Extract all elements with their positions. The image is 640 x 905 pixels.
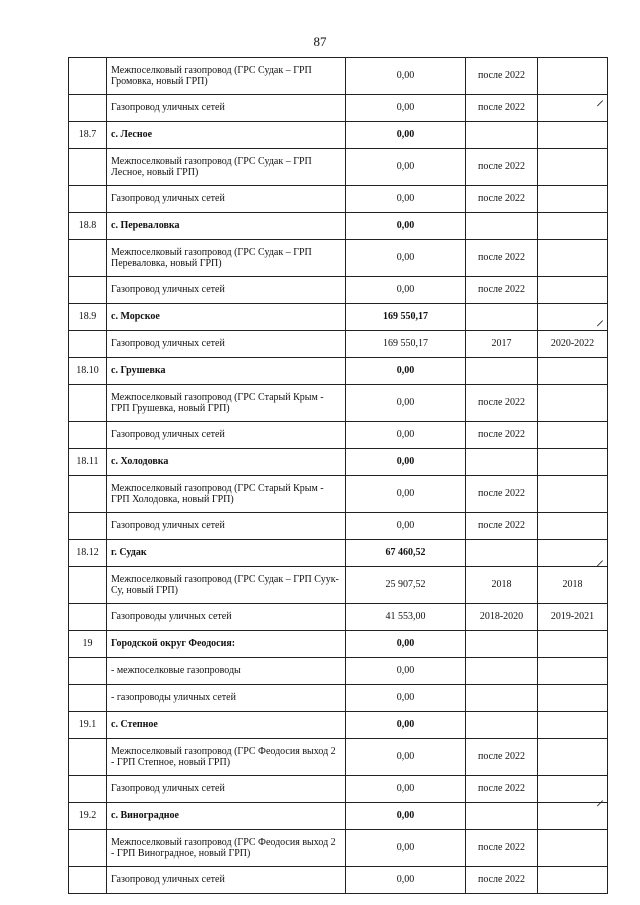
row-year-start: после 2022 bbox=[466, 277, 538, 304]
row-name: Газопровод уличных сетей bbox=[107, 422, 346, 449]
row-number bbox=[69, 567, 107, 604]
row-number bbox=[69, 867, 107, 894]
row-name: Межпоселковый газопровод (ГРС Феодосия выход 2 - ГРП Степное, новый ГРП) bbox=[107, 739, 346, 776]
row-value: 0,00 bbox=[346, 712, 466, 739]
row-year-start: после 2022 bbox=[466, 513, 538, 540]
row-value: 169 550,17 bbox=[346, 331, 466, 358]
table-row bbox=[69, 122, 608, 149]
row-value: 0,00 bbox=[346, 149, 466, 186]
row-name: Межпоселковый газопровод (ГРС Феодосия выход 2 - ГРП Виноградное, новый ГРП) bbox=[107, 830, 346, 867]
table-row bbox=[69, 776, 608, 803]
row-year-end bbox=[538, 513, 608, 540]
row-year-start: 2017 bbox=[466, 331, 538, 358]
row-value: 0,00 bbox=[346, 867, 466, 894]
table-row bbox=[69, 739, 608, 776]
row-year-end bbox=[538, 685, 608, 712]
table-row bbox=[69, 149, 608, 186]
table-row bbox=[69, 830, 608, 867]
row-year-end: 2020-2022 bbox=[538, 331, 608, 358]
row-year-start: после 2022 bbox=[466, 830, 538, 867]
row-year-start bbox=[466, 803, 538, 830]
row-number: 18.10 bbox=[69, 358, 107, 385]
row-name: Газопровод уличных сетей bbox=[107, 776, 346, 803]
row-number bbox=[69, 513, 107, 540]
row-number bbox=[69, 830, 107, 867]
row-value: 0,00 bbox=[346, 186, 466, 213]
row-number bbox=[69, 685, 107, 712]
row-year-start: после 2022 bbox=[466, 867, 538, 894]
row-year-end: 2019-2021 bbox=[538, 604, 608, 631]
pen-mark: ⸝ bbox=[596, 790, 605, 809]
row-value: 0,00 bbox=[346, 739, 466, 776]
row-value: 0,00 bbox=[346, 95, 466, 122]
table-row bbox=[69, 685, 608, 712]
row-value: 25 907,52 bbox=[346, 567, 466, 604]
row-number bbox=[69, 422, 107, 449]
row-year-start bbox=[466, 213, 538, 240]
row-value: 0,00 bbox=[346, 213, 466, 240]
row-name: с. Виноградное bbox=[107, 803, 346, 830]
row-value: 0,00 bbox=[346, 122, 466, 149]
table-row bbox=[69, 658, 608, 685]
row-year-start: после 2022 bbox=[466, 385, 538, 422]
row-year-end bbox=[538, 476, 608, 513]
row-year-start: после 2022 bbox=[466, 58, 538, 95]
row-value: 0,00 bbox=[346, 240, 466, 277]
table-row bbox=[69, 476, 608, 513]
row-name: - газопроводы уличных сетей bbox=[107, 685, 346, 712]
row-year-end bbox=[538, 385, 608, 422]
row-number: 18.11 bbox=[69, 449, 107, 476]
row-name: Городской округ Феодосия: bbox=[107, 631, 346, 658]
table-row bbox=[69, 358, 608, 385]
table-row bbox=[69, 422, 608, 449]
row-name: Межпоселковый газопровод (ГРС Судак – ГРП Переваловка, новый ГРП) bbox=[107, 240, 346, 277]
row-number bbox=[69, 240, 107, 277]
row-number bbox=[69, 95, 107, 122]
row-year-end bbox=[538, 358, 608, 385]
row-name: с. Грушевка bbox=[107, 358, 346, 385]
pen-mark: ⸝ bbox=[596, 90, 605, 109]
row-year-end bbox=[538, 830, 608, 867]
row-year-end bbox=[538, 122, 608, 149]
row-name: Газопровод уличных сетей bbox=[107, 186, 346, 213]
row-name: Межпоселковый газопровод (ГРС Старый Крым - ГРП Грушевка, новый ГРП) bbox=[107, 385, 346, 422]
row-number bbox=[69, 385, 107, 422]
row-number: 19 bbox=[69, 631, 107, 658]
row-name: с. Морское bbox=[107, 304, 346, 331]
row-name: с. Степное bbox=[107, 712, 346, 739]
table-row bbox=[69, 567, 608, 604]
row-number bbox=[69, 58, 107, 95]
row-number bbox=[69, 604, 107, 631]
row-year-start bbox=[466, 449, 538, 476]
row-name: с. Лесное bbox=[107, 122, 346, 149]
row-year-start bbox=[466, 358, 538, 385]
table-row bbox=[69, 712, 608, 739]
row-number: 18.8 bbox=[69, 213, 107, 240]
row-year-end bbox=[538, 213, 608, 240]
row-number bbox=[69, 776, 107, 803]
row-year-start bbox=[466, 658, 538, 685]
row-year-end: 2018 bbox=[538, 567, 608, 604]
row-name: с. Переваловка bbox=[107, 213, 346, 240]
row-value: 0,00 bbox=[346, 830, 466, 867]
table-row bbox=[69, 513, 608, 540]
table-row bbox=[69, 449, 608, 476]
row-year-start: после 2022 bbox=[466, 422, 538, 449]
row-number bbox=[69, 277, 107, 304]
row-number bbox=[69, 149, 107, 186]
row-number bbox=[69, 658, 107, 685]
row-name: Газопровод уличных сетей bbox=[107, 95, 346, 122]
row-name: Газопровод уличных сетей bbox=[107, 277, 346, 304]
row-name: Газопровод уличных сетей bbox=[107, 513, 346, 540]
row-name: Газопроводы уличных сетей bbox=[107, 604, 346, 631]
table-row bbox=[69, 803, 608, 830]
row-value: 0,00 bbox=[346, 803, 466, 830]
table-row bbox=[69, 604, 608, 631]
table-row bbox=[69, 58, 608, 95]
row-number: 19.1 bbox=[69, 712, 107, 739]
row-year-end bbox=[538, 186, 608, 213]
row-number bbox=[69, 739, 107, 776]
row-year-start bbox=[466, 712, 538, 739]
row-name: - межпоселковые газопроводы bbox=[107, 658, 346, 685]
row-value: 0,00 bbox=[346, 513, 466, 540]
row-year-start: после 2022 bbox=[466, 95, 538, 122]
row-value: 0,00 bbox=[346, 631, 466, 658]
row-name: г. Судак bbox=[107, 540, 346, 567]
table-row bbox=[69, 277, 608, 304]
row-value: 0,00 bbox=[346, 385, 466, 422]
row-year-start bbox=[466, 122, 538, 149]
row-year-end bbox=[538, 712, 608, 739]
row-number: 18.7 bbox=[69, 122, 107, 149]
pen-mark: ⸝ bbox=[596, 310, 605, 329]
row-year-start: после 2022 bbox=[466, 776, 538, 803]
row-year-start bbox=[466, 685, 538, 712]
row-number bbox=[69, 331, 107, 358]
row-year-start bbox=[466, 540, 538, 567]
row-year-end bbox=[538, 631, 608, 658]
row-year-end bbox=[538, 867, 608, 894]
row-year-end bbox=[538, 149, 608, 186]
row-value: 0,00 bbox=[346, 476, 466, 513]
row-name: Газопровод уличных сетей bbox=[107, 331, 346, 358]
row-name: Межпоселковый газопровод (ГРС Судак – ГРП Громовка, новый ГРП) bbox=[107, 58, 346, 95]
row-number: 19.2 bbox=[69, 803, 107, 830]
row-year-end bbox=[538, 277, 608, 304]
row-value: 0,00 bbox=[346, 685, 466, 712]
table-body bbox=[69, 58, 608, 894]
row-number: 18.12 bbox=[69, 540, 107, 567]
row-year-end bbox=[538, 739, 608, 776]
row-name: Межпоселковый газопровод (ГРС Судак – ГРП Лесное, новый ГРП) bbox=[107, 149, 346, 186]
row-year-start: после 2022 bbox=[466, 149, 538, 186]
row-year-start: 2018 bbox=[466, 567, 538, 604]
pen-mark: ⸝ bbox=[596, 550, 605, 569]
table-row bbox=[69, 186, 608, 213]
row-year-start: 2018-2020 bbox=[466, 604, 538, 631]
row-year-start: после 2022 bbox=[466, 186, 538, 213]
row-year-start: после 2022 bbox=[466, 240, 538, 277]
row-value: 0,00 bbox=[346, 58, 466, 95]
row-value: 0,00 bbox=[346, 277, 466, 304]
table-row bbox=[69, 385, 608, 422]
row-number bbox=[69, 476, 107, 513]
row-name: Газопровод уличных сетей bbox=[107, 867, 346, 894]
row-value: 0,00 bbox=[346, 358, 466, 385]
row-value: 169 550,17 bbox=[346, 304, 466, 331]
table-row bbox=[69, 540, 608, 567]
row-year-end bbox=[538, 449, 608, 476]
row-year-start: после 2022 bbox=[466, 476, 538, 513]
gas-pipeline-table bbox=[68, 57, 608, 894]
row-year-end bbox=[538, 422, 608, 449]
row-value: 0,00 bbox=[346, 422, 466, 449]
table-row bbox=[69, 867, 608, 894]
row-number bbox=[69, 186, 107, 213]
table-row bbox=[69, 240, 608, 277]
table-row bbox=[69, 95, 608, 122]
row-value: 0,00 bbox=[346, 776, 466, 803]
row-year-start bbox=[466, 304, 538, 331]
row-name: с. Холодовка bbox=[107, 449, 346, 476]
row-value: 0,00 bbox=[346, 449, 466, 476]
row-value: 41 553,00 bbox=[346, 604, 466, 631]
row-value: 0,00 bbox=[346, 658, 466, 685]
row-name: Межпоселковый газопровод (ГРС Старый Крым - ГРП Холодовка, новый ГРП) bbox=[107, 476, 346, 513]
table-row bbox=[69, 631, 608, 658]
row-year-start: после 2022 bbox=[466, 739, 538, 776]
row-number: 18.9 bbox=[69, 304, 107, 331]
row-year-end bbox=[538, 658, 608, 685]
row-name: Межпоселковый газопровод (ГРС Судак – ГРП Суук-Су, новый ГРП) bbox=[107, 567, 346, 604]
table-row bbox=[69, 331, 608, 358]
table-row bbox=[69, 213, 608, 240]
table-row bbox=[69, 304, 608, 331]
row-value: 67 460,52 bbox=[346, 540, 466, 567]
page-number: 87 bbox=[313, 34, 327, 49]
row-year-end bbox=[538, 240, 608, 277]
row-year-start bbox=[466, 631, 538, 658]
